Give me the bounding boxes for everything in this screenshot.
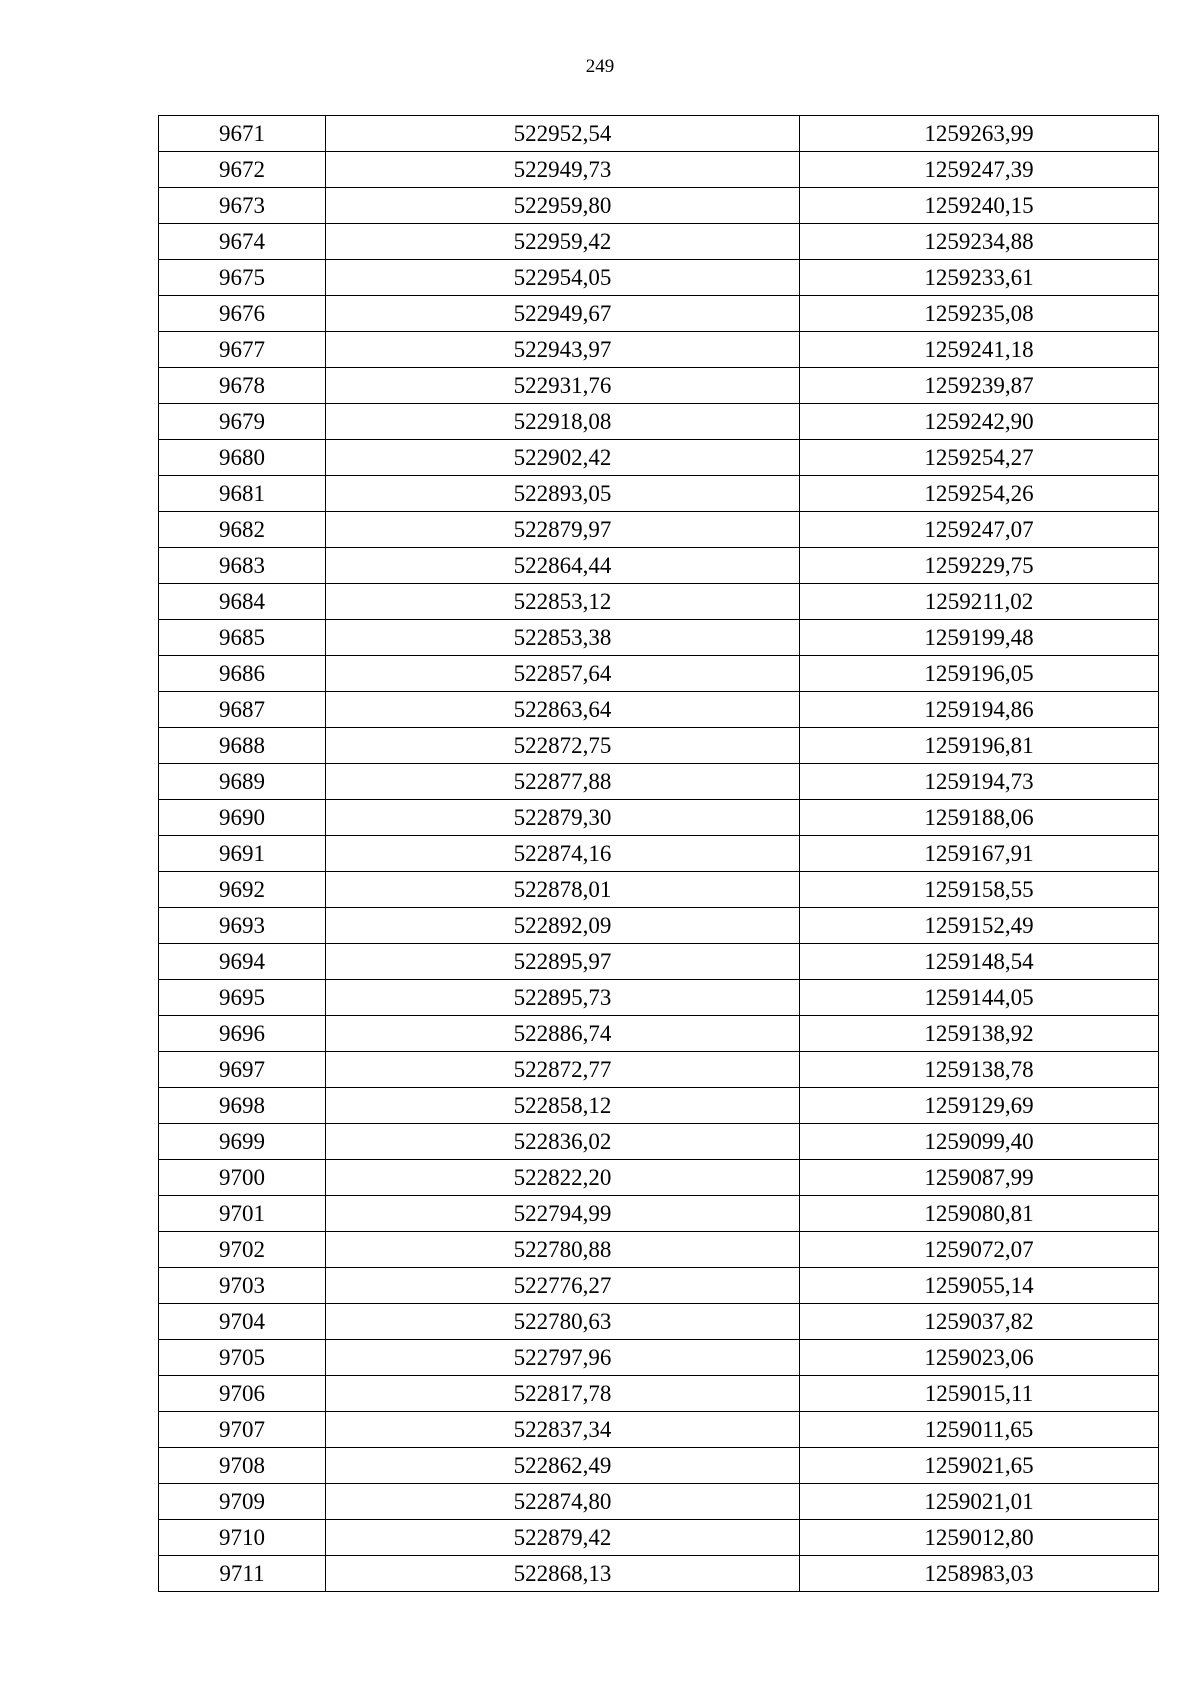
table-row	[159, 1340, 1159, 1376]
table-row	[159, 764, 1159, 800]
x-coordinate-cell: 522877,88	[326, 764, 800, 800]
y-coordinate-cell: 1259012,80	[800, 1520, 1159, 1556]
y-coordinate-cell: 1259235,08	[800, 296, 1159, 332]
point-number-cell: 9675	[159, 260, 326, 296]
y-coordinate-cell: 1259037,82	[800, 1304, 1159, 1340]
point-number-cell: 9711	[159, 1556, 326, 1592]
table-row	[159, 404, 1159, 440]
y-coordinate-cell: 1259254,27	[800, 440, 1159, 476]
y-coordinate-cell: 1259242,90	[800, 404, 1159, 440]
point-number-cell: 9671	[159, 116, 326, 152]
x-coordinate-cell: 522776,27	[326, 1268, 800, 1304]
y-coordinate-cell: 1259158,55	[800, 872, 1159, 908]
x-coordinate-cell: 522931,76	[326, 368, 800, 404]
point-number-cell: 9680	[159, 440, 326, 476]
table-row	[159, 944, 1159, 980]
x-coordinate-cell: 522853,12	[326, 584, 800, 620]
table-row	[159, 548, 1159, 584]
point-number-cell: 9705	[159, 1340, 326, 1376]
point-number-cell: 9702	[159, 1232, 326, 1268]
table-row	[159, 1052, 1159, 1088]
y-coordinate-cell: 1259188,06	[800, 800, 1159, 836]
y-coordinate-cell: 1259247,07	[800, 512, 1159, 548]
point-number-cell: 9674	[159, 224, 326, 260]
x-coordinate-cell: 522797,96	[326, 1340, 800, 1376]
point-number-cell: 9708	[159, 1448, 326, 1484]
point-number-cell: 9689	[159, 764, 326, 800]
point-number-cell: 9687	[159, 692, 326, 728]
point-number-cell: 9684	[159, 584, 326, 620]
y-coordinate-cell: 1259194,73	[800, 764, 1159, 800]
y-coordinate-cell: 1259138,92	[800, 1016, 1159, 1052]
page-number: 249	[585, 56, 615, 77]
y-coordinate-cell: 1259194,86	[800, 692, 1159, 728]
y-coordinate-cell: 1259240,15	[800, 188, 1159, 224]
point-number-cell: 9696	[159, 1016, 326, 1052]
coordinates-table-body	[159, 116, 1159, 1592]
point-number-cell: 9697	[159, 1052, 326, 1088]
point-number-cell: 9676	[159, 296, 326, 332]
x-coordinate-cell: 522918,08	[326, 404, 800, 440]
x-coordinate-cell: 522822,20	[326, 1160, 800, 1196]
table-row	[159, 512, 1159, 548]
x-coordinate-cell: 522902,42	[326, 440, 800, 476]
x-coordinate-cell: 522943,97	[326, 332, 800, 368]
y-coordinate-cell: 1259263,99	[800, 116, 1159, 152]
x-coordinate-cell: 522862,49	[326, 1448, 800, 1484]
y-coordinate-cell: 1259233,61	[800, 260, 1159, 296]
table-row	[159, 152, 1159, 188]
point-number-cell: 9682	[159, 512, 326, 548]
x-coordinate-cell: 522837,34	[326, 1412, 800, 1448]
table-row	[159, 1088, 1159, 1124]
y-coordinate-cell: 1259087,99	[800, 1160, 1159, 1196]
point-number-cell: 9709	[159, 1484, 326, 1520]
table-row	[159, 908, 1159, 944]
y-coordinate-cell: 1259241,18	[800, 332, 1159, 368]
x-coordinate-cell: 522879,30	[326, 800, 800, 836]
table-row	[159, 692, 1159, 728]
table-row	[159, 980, 1159, 1016]
point-number-cell: 9683	[159, 548, 326, 584]
table-row	[159, 1304, 1159, 1340]
table-row	[159, 1376, 1159, 1412]
table-row	[159, 656, 1159, 692]
table-row	[159, 368, 1159, 404]
table-row	[159, 1196, 1159, 1232]
y-coordinate-cell: 1259247,39	[800, 152, 1159, 188]
y-coordinate-cell: 1259072,07	[800, 1232, 1159, 1268]
x-coordinate-cell: 522794,99	[326, 1196, 800, 1232]
table-row	[159, 1484, 1159, 1520]
x-coordinate-cell: 522949,67	[326, 296, 800, 332]
point-number-cell: 9695	[159, 980, 326, 1016]
y-coordinate-cell: 1259254,26	[800, 476, 1159, 512]
y-coordinate-cell: 1259023,06	[800, 1340, 1159, 1376]
table-row	[159, 1448, 1159, 1484]
y-coordinate-cell: 1259021,65	[800, 1448, 1159, 1484]
y-coordinate-cell: 1259229,75	[800, 548, 1159, 584]
x-coordinate-cell: 522872,77	[326, 1052, 800, 1088]
y-coordinate-cell: 1258983,03	[800, 1556, 1159, 1592]
table-row	[159, 1556, 1159, 1592]
x-coordinate-cell: 522872,75	[326, 728, 800, 764]
table-row	[159, 476, 1159, 512]
table-row	[159, 1412, 1159, 1448]
x-coordinate-cell: 522863,64	[326, 692, 800, 728]
table-row	[159, 296, 1159, 332]
y-coordinate-cell: 1259211,02	[800, 584, 1159, 620]
x-coordinate-cell: 522886,74	[326, 1016, 800, 1052]
point-number-cell: 9700	[159, 1160, 326, 1196]
x-coordinate-cell: 522879,42	[326, 1520, 800, 1556]
y-coordinate-cell: 1259152,49	[800, 908, 1159, 944]
y-coordinate-cell: 1259021,01	[800, 1484, 1159, 1520]
y-coordinate-cell: 1259129,69	[800, 1088, 1159, 1124]
x-coordinate-cell: 522952,54	[326, 116, 800, 152]
coordinates-table	[158, 115, 1159, 1592]
table-row	[159, 1232, 1159, 1268]
point-number-cell: 9694	[159, 944, 326, 980]
x-coordinate-cell: 522864,44	[326, 548, 800, 584]
table-row	[159, 1520, 1159, 1556]
point-number-cell: 9703	[159, 1268, 326, 1304]
point-number-cell: 9692	[159, 872, 326, 908]
x-coordinate-cell: 522879,97	[326, 512, 800, 548]
x-coordinate-cell: 522959,80	[326, 188, 800, 224]
table-row	[159, 728, 1159, 764]
table-row	[159, 1124, 1159, 1160]
x-coordinate-cell: 522895,73	[326, 980, 800, 1016]
point-number-cell: 9679	[159, 404, 326, 440]
point-number-cell: 9677	[159, 332, 326, 368]
y-coordinate-cell: 1259196,81	[800, 728, 1159, 764]
x-coordinate-cell: 522959,42	[326, 224, 800, 260]
x-coordinate-cell: 522954,05	[326, 260, 800, 296]
table-row	[159, 620, 1159, 656]
x-coordinate-cell: 522868,13	[326, 1556, 800, 1592]
table-row	[159, 260, 1159, 296]
x-coordinate-cell: 522874,80	[326, 1484, 800, 1520]
x-coordinate-cell: 522780,63	[326, 1304, 800, 1340]
y-coordinate-cell: 1259196,05	[800, 656, 1159, 692]
y-coordinate-cell: 1259167,91	[800, 836, 1159, 872]
y-coordinate-cell: 1259148,54	[800, 944, 1159, 980]
point-number-cell: 9686	[159, 656, 326, 692]
x-coordinate-cell: 522878,01	[326, 872, 800, 908]
point-number-cell: 9706	[159, 1376, 326, 1412]
point-number-cell: 9707	[159, 1412, 326, 1448]
table-row	[159, 440, 1159, 476]
point-number-cell: 9691	[159, 836, 326, 872]
y-coordinate-cell: 1259138,78	[800, 1052, 1159, 1088]
x-coordinate-cell: 522853,38	[326, 620, 800, 656]
y-coordinate-cell: 1259015,11	[800, 1376, 1159, 1412]
point-number-cell: 9698	[159, 1088, 326, 1124]
table-row	[159, 116, 1159, 152]
point-number-cell: 9685	[159, 620, 326, 656]
x-coordinate-cell: 522893,05	[326, 476, 800, 512]
table-row	[159, 872, 1159, 908]
x-coordinate-cell: 522836,02	[326, 1124, 800, 1160]
table-row	[159, 836, 1159, 872]
point-number-cell: 9693	[159, 908, 326, 944]
point-number-cell: 9704	[159, 1304, 326, 1340]
y-coordinate-cell: 1259099,40	[800, 1124, 1159, 1160]
table-row	[159, 188, 1159, 224]
x-coordinate-cell: 522874,16	[326, 836, 800, 872]
y-coordinate-cell: 1259055,14	[800, 1268, 1159, 1304]
table-row	[159, 800, 1159, 836]
x-coordinate-cell: 522857,64	[326, 656, 800, 692]
y-coordinate-cell: 1259011,65	[800, 1412, 1159, 1448]
x-coordinate-cell: 522892,09	[326, 908, 800, 944]
point-number-cell: 9673	[159, 188, 326, 224]
x-coordinate-cell: 522895,97	[326, 944, 800, 980]
table-row	[159, 1268, 1159, 1304]
y-coordinate-cell: 1259080,81	[800, 1196, 1159, 1232]
point-number-cell: 9699	[159, 1124, 326, 1160]
table-row	[159, 584, 1159, 620]
x-coordinate-cell: 522817,78	[326, 1376, 800, 1412]
point-number-cell: 9681	[159, 476, 326, 512]
point-number-cell: 9678	[159, 368, 326, 404]
y-coordinate-cell: 1259144,05	[800, 980, 1159, 1016]
x-coordinate-cell: 522949,73	[326, 152, 800, 188]
table-row	[159, 1016, 1159, 1052]
x-coordinate-cell: 522858,12	[326, 1088, 800, 1124]
table-row	[159, 1160, 1159, 1196]
point-number-cell: 9710	[159, 1520, 326, 1556]
point-number-cell: 9690	[159, 800, 326, 836]
y-coordinate-cell: 1259199,48	[800, 620, 1159, 656]
table-row	[159, 332, 1159, 368]
y-coordinate-cell: 1259239,87	[800, 368, 1159, 404]
x-coordinate-cell: 522780,88	[326, 1232, 800, 1268]
point-number-cell: 9672	[159, 152, 326, 188]
point-number-cell: 9701	[159, 1196, 326, 1232]
point-number-cell: 9688	[159, 728, 326, 764]
y-coordinate-cell: 1259234,88	[800, 224, 1159, 260]
table-row	[159, 224, 1159, 260]
